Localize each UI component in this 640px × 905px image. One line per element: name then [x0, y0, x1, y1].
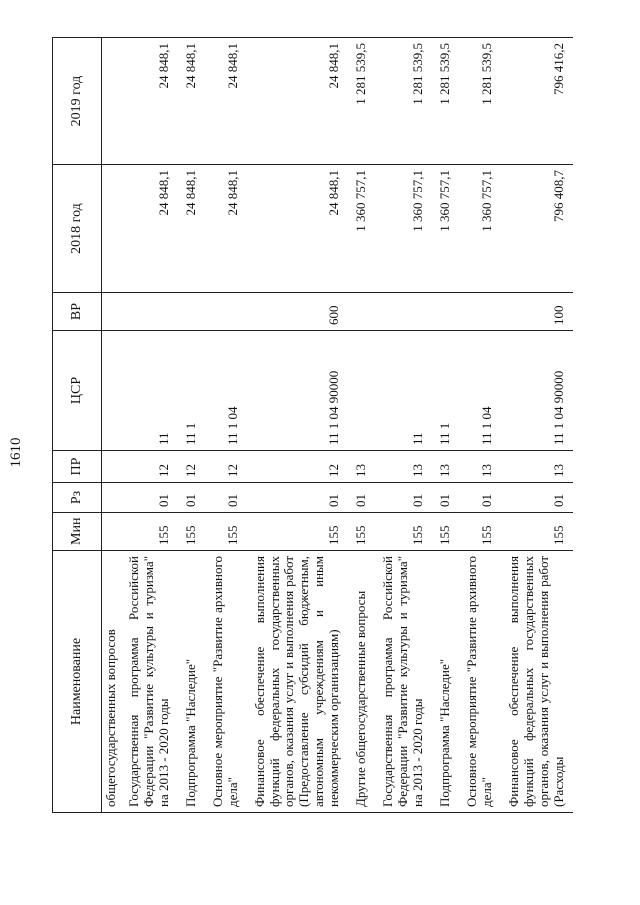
row-pr: 13: [501, 451, 573, 483]
row-pr: [102, 451, 121, 483]
table-row: [459, 38, 501, 813]
row-vr: 100: [501, 293, 573, 331]
row-rz: 01: [348, 483, 375, 513]
table-row: [501, 38, 573, 813]
table-row: [178, 38, 205, 813]
row-name: общегосударственных вопросов: [102, 551, 121, 813]
page-number: 1610: [8, 437, 24, 468]
row-2018: 1 360 757,1: [459, 165, 501, 293]
header-name: Наименование: [53, 551, 102, 813]
row-2018: 24 848,1: [178, 165, 205, 293]
row-csr: 11 1 04: [205, 331, 247, 451]
row-name: Подпрограмма "Наследие": [178, 551, 205, 813]
row-2018: 1 360 757,1: [348, 165, 375, 293]
row-vr: [375, 293, 432, 331]
row-name: Основное мероприятие "Развитие архивного дела": [459, 551, 501, 813]
row-2018: 1 360 757,1: [432, 165, 459, 293]
table-row: [348, 38, 375, 813]
row-2018: [102, 165, 121, 293]
row-csr: 11: [121, 331, 178, 451]
row-2018: 24 848,1: [247, 165, 349, 293]
header-vr: ВР: [53, 293, 102, 331]
row-vr: [459, 293, 501, 331]
row-vr: [432, 293, 459, 331]
row-pr: 13: [459, 451, 501, 483]
row-min: 155: [178, 513, 205, 551]
row-2019: 1 281 539,5: [348, 38, 375, 165]
row-vr: [102, 293, 121, 331]
header-min: Мин: [53, 513, 102, 551]
row-2018: 24 848,1: [121, 165, 178, 293]
header-2019: 2019 год: [53, 38, 102, 165]
row-min: 155: [348, 513, 375, 551]
row-vr: [205, 293, 247, 331]
budget-table: [52, 37, 573, 813]
row-csr: [102, 331, 121, 451]
row-pr: 12: [205, 451, 247, 483]
row-name: Подпрограмма "Наследие": [432, 551, 459, 813]
row-csr: 11 1 04: [459, 331, 501, 451]
row-csr: 11: [375, 331, 432, 451]
row-2019: 24 848,1: [121, 38, 178, 165]
row-rz: [102, 483, 121, 513]
row-csr: 11 1: [432, 331, 459, 451]
row-min: 155: [247, 513, 349, 551]
row-2019: 24 848,1: [247, 38, 349, 165]
header-pr: ПР: [53, 451, 102, 483]
table-row: [432, 38, 459, 813]
row-2018: 796 408,7: [501, 165, 573, 293]
row-min: [102, 513, 121, 551]
row-rz: 01: [459, 483, 501, 513]
row-pr: 12: [121, 451, 178, 483]
header-rz: Рз: [53, 483, 102, 513]
row-pr: 12: [247, 451, 349, 483]
row-rz: 01: [501, 483, 573, 513]
row-rz: 01: [247, 483, 349, 513]
row-pr: 13: [432, 451, 459, 483]
row-name: Государственная программа Российской Федерации "Развитие культуры и туризма" на 2013 - 2020 годы: [375, 551, 432, 813]
row-min: 155: [432, 513, 459, 551]
table-header-row: [53, 38, 102, 813]
row-csr: [348, 331, 375, 451]
row-name: Государственная программа Российской Федерации "Развитие культуры и туризма" на 2013 - 2020 годы: [121, 551, 178, 813]
row-name: Финансовое обеспечение выполнения функций федеральных государственных органов, оказания услуг и выполнения работ (Расходы: [501, 551, 573, 813]
row-2019: 796 416,2: [501, 38, 573, 165]
row-vr: 600: [247, 293, 349, 331]
row-2019: 1 281 539,5: [375, 38, 432, 165]
row-rz: 01: [121, 483, 178, 513]
row-csr: 11 1: [178, 331, 205, 451]
row-min: 155: [205, 513, 247, 551]
row-2019: [102, 38, 121, 165]
row-name: Основное мероприятие "Развитие архивного дела": [205, 551, 247, 813]
row-2019: 1 281 539,5: [459, 38, 501, 165]
table-row: [205, 38, 247, 813]
header-2018: 2018 год: [53, 165, 102, 293]
row-name: Другие общегосударственные вопросы: [348, 551, 375, 813]
header-csr: ЦСР: [53, 331, 102, 451]
row-min: 155: [459, 513, 501, 551]
row-csr: 11 1 04 90000: [247, 331, 349, 451]
row-vr: [121, 293, 178, 331]
row-rz: 01: [432, 483, 459, 513]
table-row: [121, 38, 178, 813]
row-csr: 11 1 04 90000: [501, 331, 573, 451]
row-pr: 12: [178, 451, 205, 483]
row-min: 155: [121, 513, 178, 551]
row-min: 155: [375, 513, 432, 551]
row-rz: 01: [375, 483, 432, 513]
row-2018: 1 360 757,1: [375, 165, 432, 293]
row-min: 155: [501, 513, 573, 551]
table-row: [102, 38, 121, 813]
row-rz: 01: [205, 483, 247, 513]
row-vr: [348, 293, 375, 331]
row-2019: 24 848,1: [205, 38, 247, 165]
row-name: Финансовое обеспечение выполнения функций федеральных государственных органов, оказания услуг и выполнения работ (Предоставление субсидий бюджетным, автономным учреждениям и иным некоммерческим организациям): [247, 551, 349, 813]
table-row: [375, 38, 432, 813]
row-pr: 13: [375, 451, 432, 483]
table-row: [247, 38, 349, 813]
row-2019: 24 848,1: [178, 38, 205, 165]
row-pr: 13: [348, 451, 375, 483]
row-2019: 1 281 539,5: [432, 38, 459, 165]
row-rz: 01: [178, 483, 205, 513]
row-2018: 24 848,1: [205, 165, 247, 293]
row-vr: [178, 293, 205, 331]
